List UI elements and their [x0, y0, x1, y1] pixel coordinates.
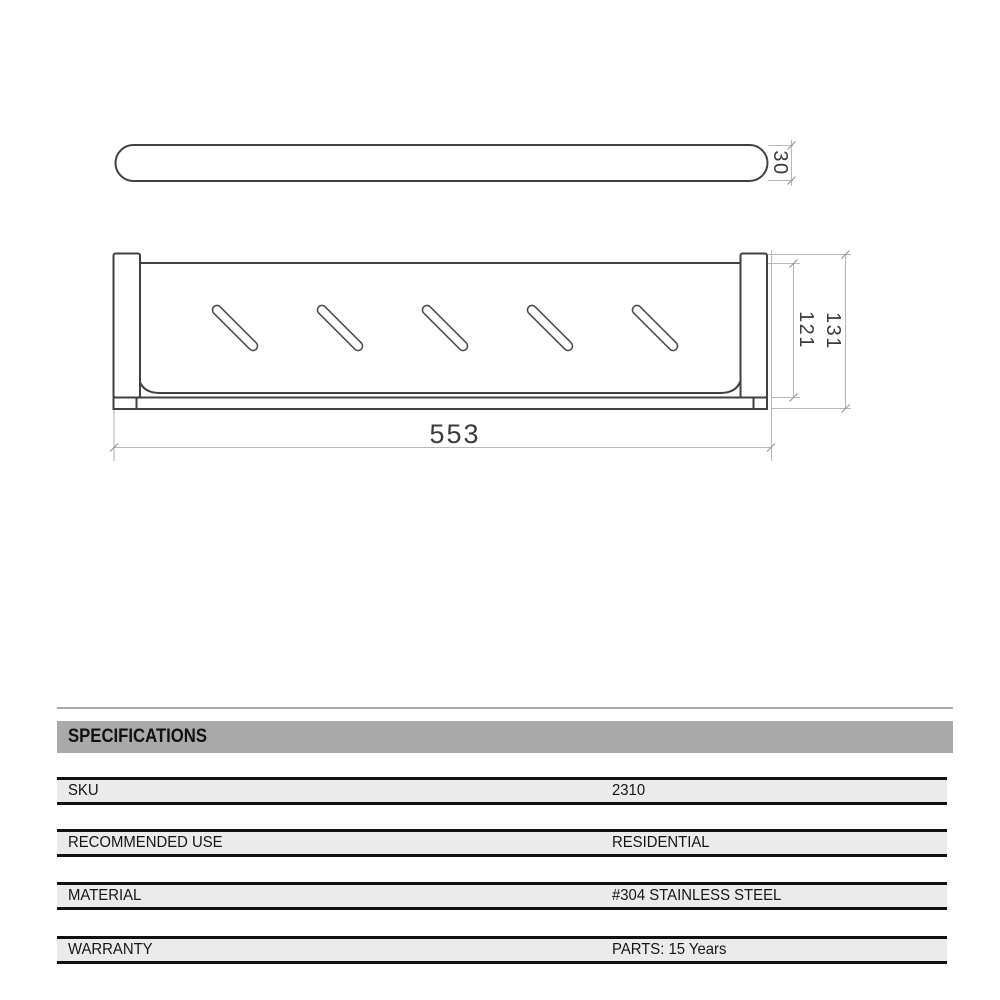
table-row — [57, 936, 947, 964]
top-view-profile — [116, 145, 768, 181]
inner-height-dimension-label: 121 — [795, 311, 817, 349]
row-label: RECOMMENDED USE — [68, 834, 223, 851]
drain-slot — [631, 304, 680, 353]
row-value: #304 STAINLESS STEEL — [612, 887, 782, 904]
row-value: PARTS: 15 Years — [612, 941, 727, 958]
thickness-dimension-label: 30 — [769, 150, 791, 176]
table-row — [57, 777, 947, 805]
specifications-title: SPECIFICATIONS — [68, 726, 208, 747]
specifications-header — [57, 721, 953, 753]
row-label: WARRANTY — [68, 941, 153, 958]
row-label: MATERIAL — [68, 887, 142, 904]
table-top-divider — [57, 707, 953, 709]
width-dimension-label: 553 — [429, 419, 481, 449]
bottom-rail — [114, 398, 768, 410]
drain-slot — [316, 304, 365, 353]
drain-slot — [211, 304, 260, 353]
overall-height-dimension-label: 131 — [822, 312, 844, 350]
drain-slot — [421, 304, 470, 353]
left-bracket — [114, 254, 141, 398]
table-row — [57, 829, 947, 857]
table-row — [57, 882, 947, 910]
right-bracket — [741, 254, 768, 398]
front-view — [114, 254, 768, 410]
row-label: SKU — [68, 782, 99, 799]
drain-slots — [211, 304, 680, 353]
row-value: 2310 — [612, 782, 646, 799]
top-view — [116, 145, 768, 181]
row-value: RESIDENTIAL — [612, 834, 710, 851]
drain-slot — [526, 304, 575, 353]
